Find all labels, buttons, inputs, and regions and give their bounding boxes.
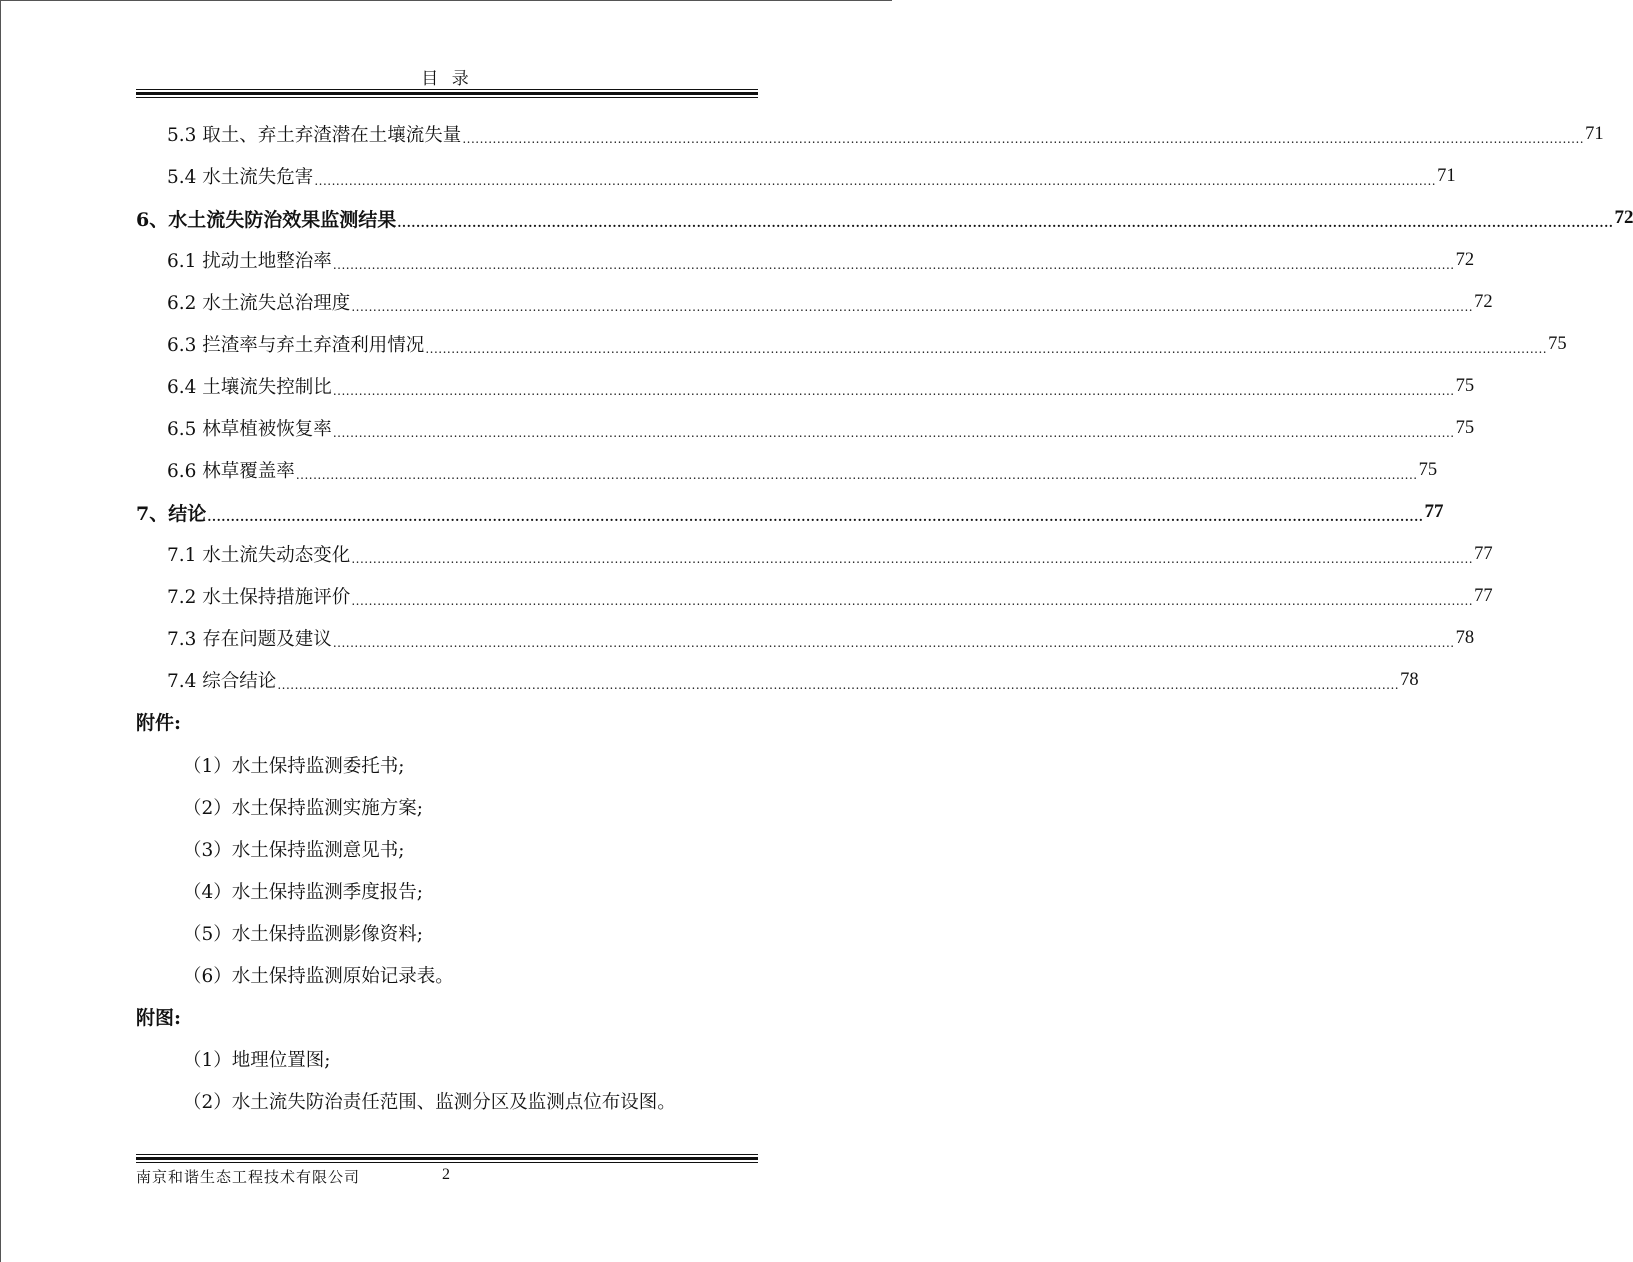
footer-rule-thin-lower bbox=[136, 1162, 758, 1163]
toc-entry-label: 6.3 拦渣率与弃土弃渣利用情况 bbox=[167, 335, 425, 356]
toc-entry-label: 5.3 取土、弃土弃渣潜在土壤流失量 bbox=[167, 125, 462, 146]
toc-entry[interactable] bbox=[136, 367, 1475, 405]
toc-entry-label: 6.6 林草覆盖率 bbox=[167, 461, 295, 482]
toc-entry-page-number: 72 bbox=[1614, 207, 1633, 228]
toc-dot-leader: .................................................................................................................................................................................................................................................................... bbox=[397, 216, 1614, 230]
toc-dot-leader: .................................................................................................................................................................................................................................................................... bbox=[332, 384, 1455, 398]
toc-entry-label: 6.4 土壤流失控制比 bbox=[167, 377, 332, 398]
toc-entry[interactable] bbox=[136, 283, 1493, 321]
toc-dot-leader: .................................................................................................................................................................................................................................................................... bbox=[351, 594, 1474, 608]
toc-entry-label: 7.4 综合结论 bbox=[167, 671, 277, 692]
toc-entry[interactable] bbox=[136, 157, 1456, 195]
footer-rule-thick bbox=[136, 1157, 758, 1160]
toc-entry-page-number: 72 bbox=[1474, 291, 1493, 312]
toc-entry[interactable] bbox=[136, 661, 1419, 699]
toc-entry[interactable] bbox=[136, 325, 1567, 363]
toc-entry[interactable] bbox=[136, 619, 1475, 657]
attachment-item: （1）水土保持监测委托书; bbox=[183, 756, 405, 777]
page-title: 目 录 bbox=[421, 69, 473, 89]
toc-entry-label: 7.2 水土保持措施评价 bbox=[167, 587, 351, 608]
toc-entry-label: 6.2 水土流失总治理度 bbox=[167, 293, 351, 314]
toc-entry-page-number: 78 bbox=[1455, 627, 1475, 648]
toc-entry-page-number: 72 bbox=[1455, 249, 1475, 270]
attachments-heading: 附件: bbox=[136, 712, 182, 734]
toc-dot-leader: .................................................................................................................................................................................................................................................................... bbox=[351, 300, 1474, 314]
toc-entry-label: 7.1 水土流失动态变化 bbox=[167, 545, 351, 566]
header-rule-thick bbox=[136, 92, 758, 95]
attachment-item: （5）水土保持监测影像资料; bbox=[183, 924, 424, 945]
toc-entry-label: 5.4 水土流失危害 bbox=[167, 167, 314, 188]
toc-dot-leader: .................................................................................................................................................................................................................................................................... bbox=[351, 552, 1474, 566]
toc-entry-label: 6.5 林草植被恢复率 bbox=[167, 419, 332, 440]
toc-entry[interactable] bbox=[136, 241, 1475, 279]
toc-entry-page-number: 77 bbox=[1424, 501, 1444, 522]
toc-entry-page-number: 71 bbox=[1585, 123, 1604, 144]
page-edge-top bbox=[0, 0, 892, 1]
figure-item: （2）水土流失防治责任范围、监测分区及监测点位布设图。 bbox=[183, 1092, 676, 1113]
toc-entry-label: 7.3 存在问题及建议 bbox=[167, 629, 332, 650]
toc-entry[interactable] bbox=[136, 451, 1438, 489]
header-rule-thin-lower bbox=[136, 97, 758, 98]
figure-item: （1）地理位置图; bbox=[183, 1050, 331, 1071]
toc-dot-leader: .................................................................................................................................................................................................................................................................... bbox=[425, 342, 1548, 356]
attachment-item: （6）水土保持监测原始记录表。 bbox=[183, 966, 454, 987]
toc-dot-leader: .................................................................................................................................................................................................................................................................... bbox=[332, 258, 1455, 272]
attachment-item: （4）水土保持监测季度报告; bbox=[183, 882, 424, 903]
toc-dot-leader: .................................................................................................................................................................................................................................................................... bbox=[462, 132, 1585, 146]
header-rule-thin bbox=[136, 89, 758, 90]
toc-dot-leader: .................................................................................................................................................................................................................................................................... bbox=[332, 426, 1455, 440]
toc-entry-page-number: 77 bbox=[1474, 543, 1493, 564]
toc-entry[interactable] bbox=[136, 577, 1493, 615]
toc-entry-page-number: 77 bbox=[1474, 585, 1493, 606]
toc-dot-leader: .................................................................................................................................................................................................................................................................... bbox=[332, 636, 1455, 650]
toc-entry[interactable] bbox=[136, 409, 1475, 447]
attachment-item: （3）水土保持监测意见书; bbox=[183, 840, 405, 861]
toc-dot-leader: .................................................................................................................................................................................................................................................................... bbox=[295, 468, 1418, 482]
toc-entry-page-number: 71 bbox=[1437, 165, 1456, 186]
page-edge-left bbox=[0, 0, 1, 1262]
footer-rule-thin bbox=[136, 1154, 758, 1155]
toc-entry[interactable] bbox=[136, 199, 1633, 237]
toc-entry[interactable] bbox=[136, 535, 1493, 573]
toc-entry-page-number: 75 bbox=[1548, 333, 1567, 354]
toc-entry-label: 6.1 扰动土地整治率 bbox=[167, 251, 332, 272]
toc-entry-label: 7、结论 bbox=[136, 502, 207, 525]
toc-entry-page-number: 75 bbox=[1455, 417, 1475, 438]
toc-dot-leader: .................................................................................................................................................................................................................................................................... bbox=[277, 678, 1400, 692]
toc-entry-page-number: 75 bbox=[1455, 375, 1475, 396]
toc-entry-page-number: 78 bbox=[1400, 669, 1419, 690]
footer-company-name: 南京和谐生态工程技术有限公司 bbox=[136, 1168, 361, 1186]
toc-entry[interactable] bbox=[136, 493, 1444, 531]
toc-dot-leader: .................................................................................................................................................................................................................................................................... bbox=[314, 174, 1437, 188]
toc-entry[interactable] bbox=[136, 115, 1604, 153]
attachment-item: （2）水土保持监测实施方案; bbox=[183, 798, 424, 819]
toc-entry-page-number: 75 bbox=[1418, 459, 1438, 480]
footer-page-number: 2 bbox=[442, 1166, 450, 1183]
figures-heading: 附图: bbox=[136, 1007, 182, 1029]
toc-dot-leader: .................................................................................................................................................................................................................................................................... bbox=[207, 510, 1424, 524]
toc-entry-label: 6、水土流失防治效果监测结果 bbox=[136, 208, 397, 231]
